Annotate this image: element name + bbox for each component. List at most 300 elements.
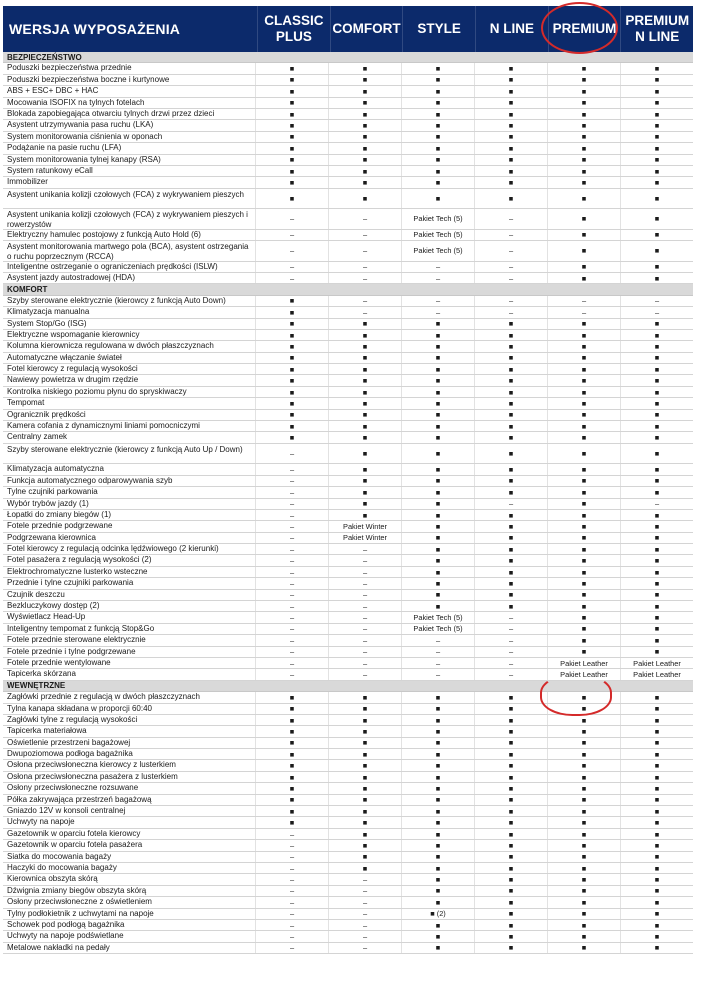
- table-cell: ■: [328, 692, 401, 702]
- table-cell: ■: [547, 421, 620, 431]
- table-cell: ■: [547, 166, 620, 176]
- table-cell: ■: [547, 330, 620, 340]
- table-cell: ■: [328, 109, 401, 119]
- table-cell: ■: [620, 410, 693, 420]
- table-cell: ■: [547, 387, 620, 397]
- table-cell: ■: [401, 795, 474, 805]
- table-cell: –: [401, 658, 474, 668]
- table-row: [3, 487, 693, 498]
- table-cell: ■: [401, 86, 474, 96]
- table-cell: ■: [547, 189, 620, 209]
- table-cell: ■: [620, 209, 693, 229]
- feature-label: Osłony przeciwsłoneczne rozsuwane: [7, 783, 139, 793]
- table-cell: ■: [401, 601, 474, 611]
- table-cell: ■: [401, 330, 474, 340]
- table-cell: –: [328, 920, 401, 930]
- table-cell: ■: [255, 749, 328, 759]
- table-cell: Pakiet Leather: [547, 669, 620, 679]
- table-cell: ■: [547, 704, 620, 714]
- table-cell: ■ (2): [401, 909, 474, 919]
- table-cell: ■: [474, 704, 547, 714]
- feature-label: Elektryczne wspomaganie kierownicy: [7, 329, 140, 339]
- table-cell: –: [328, 590, 401, 600]
- table-cell: –: [401, 273, 474, 283]
- table-cell: ■: [255, 166, 328, 176]
- table-cell: ■: [620, 783, 693, 793]
- table-cell: ■: [547, 840, 620, 850]
- table-row: [3, 749, 693, 760]
- table-cell: –: [255, 476, 328, 486]
- table-cell: ■: [255, 738, 328, 748]
- table-cell: ■: [547, 98, 620, 108]
- table-cell: ■: [547, 578, 620, 588]
- table-cell: –: [328, 578, 401, 588]
- table-row: [3, 510, 693, 521]
- table-cell: –: [401, 262, 474, 272]
- table-cell: –: [328, 612, 401, 622]
- table-cell: ■: [474, 738, 547, 748]
- table-row: [3, 177, 693, 188]
- table-cell: ■: [620, 375, 693, 385]
- table-cell: ■: [547, 444, 620, 464]
- table-row: [3, 590, 693, 601]
- table-cell: ■: [474, 555, 547, 565]
- table-row: [3, 635, 693, 646]
- table-cell: –: [255, 897, 328, 907]
- table-cell: –: [255, 658, 328, 668]
- table-cell: ■: [328, 829, 401, 839]
- feature-label: Kierownica obszyta skórą: [7, 874, 98, 884]
- table-cell: ■: [255, 410, 328, 420]
- table-cell: ■: [547, 692, 620, 702]
- table-cell: ■: [547, 364, 620, 374]
- feature-label: Przednie i tylne czujniki parkowania: [7, 578, 134, 588]
- table-row: [3, 319, 693, 330]
- table-row: [3, 647, 693, 658]
- feature-label: Kamera cofania z dynamicznymi liniami pomocniczymi: [7, 421, 200, 431]
- table-cell: ■: [474, 760, 547, 770]
- feature-label: Asystent utrzymywania pasa ruchu (LKA): [7, 120, 154, 130]
- table-cell: ■: [328, 432, 401, 442]
- table-row: [3, 840, 693, 851]
- table-cell: ■: [401, 189, 474, 209]
- feature-label: Fotel pasażera z regulacją wysokości (2): [7, 555, 152, 565]
- table-cell: ■: [620, 578, 693, 588]
- table-cell: –: [328, 874, 401, 884]
- table-cell: –: [328, 886, 401, 896]
- table-cell: ■: [328, 143, 401, 153]
- table-cell: ■: [620, 806, 693, 816]
- table-cell: ■: [474, 63, 547, 73]
- feature-label: ABS + ESC+ DBC + HAC: [7, 86, 99, 96]
- table-cell: ■: [255, 817, 328, 827]
- table-cell: ■: [547, 177, 620, 187]
- table-cell: ■: [547, 319, 620, 329]
- table-cell: ■: [474, 120, 547, 130]
- table-cell: –: [255, 510, 328, 520]
- feature-label: Elektryczny hamulec postojowy z funkcją Auto Hold (6): [7, 229, 201, 239]
- table-cell: ■: [328, 132, 401, 142]
- table-cell: ■: [328, 715, 401, 725]
- table-cell: ■: [620, 230, 693, 240]
- table-cell: ■: [255, 387, 328, 397]
- table-cell: ■: [620, 840, 693, 850]
- table-cell: ■: [401, 120, 474, 130]
- table-cell: Pakiet Leather: [547, 658, 620, 668]
- table-cell: ■: [547, 341, 620, 351]
- table-row: [3, 943, 693, 954]
- table-cell: –: [474, 658, 547, 668]
- feature-label: Centralny zamek: [7, 432, 68, 442]
- table-cell: –: [328, 544, 401, 554]
- table-row: [3, 817, 693, 828]
- table-cell: ■: [401, 143, 474, 153]
- table-cell: ■: [620, 555, 693, 565]
- table-row: [3, 931, 693, 942]
- table-cell: ■: [547, 772, 620, 782]
- table-row: [3, 444, 693, 465]
- feature-label: Tylne czujniki parkowania: [7, 487, 98, 497]
- table-cell: ■: [474, 341, 547, 351]
- table-cell: ■: [620, 421, 693, 431]
- table-row: [3, 658, 693, 669]
- table-cell: ■: [547, 635, 620, 645]
- table-cell: ■: [620, 262, 693, 272]
- table-cell: ■: [401, 364, 474, 374]
- feature-label: Fotele przednie wentylowane: [7, 657, 111, 667]
- table-cell: ■: [547, 487, 620, 497]
- table-cell: ■: [547, 155, 620, 165]
- feature-label: Osłona przeciwsłoneczna kierowcy z lusterkiem: [7, 760, 176, 770]
- table-cell: ■: [474, 421, 547, 431]
- table-cell: ■: [474, 806, 547, 816]
- table-cell: ■: [547, 230, 620, 240]
- table-row: [3, 726, 693, 737]
- feature-label: Elektrochromatyczne lusterko wsteczne: [7, 566, 148, 576]
- table-cell: –: [328, 624, 401, 634]
- table-row: [3, 421, 693, 432]
- table-cell: ■: [620, 772, 693, 782]
- feature-label: Fotel kierowcy z regulacją odcinka lędźwiowego (2 kierunki): [7, 544, 219, 554]
- table-cell: ■: [328, 726, 401, 736]
- feature-label: Szyby sterowane elektrycznie (kierowcy z funkcją Auto Down): [7, 295, 226, 305]
- feature-label: Dwupoziomowa podłoga bagażnika: [7, 749, 133, 759]
- table-cell: ■: [547, 738, 620, 748]
- table-cell: ■: [401, 75, 474, 85]
- table-cell: –: [328, 296, 401, 306]
- table-cell: ■: [547, 943, 620, 953]
- table-cell: ■: [620, 726, 693, 736]
- table-cell: –: [401, 647, 474, 657]
- table-cell: ■: [620, 86, 693, 96]
- table-cell: ■: [401, 704, 474, 714]
- table-cell: ■: [328, 189, 401, 209]
- table-cell: ■: [255, 783, 328, 793]
- table-cell: ■: [328, 476, 401, 486]
- table-cell: –: [255, 874, 328, 884]
- table-cell: –: [255, 487, 328, 497]
- table-cell: –: [474, 230, 547, 240]
- table-cell: ■: [401, 555, 474, 565]
- table-cell: ■: [401, 166, 474, 176]
- feature-label: Kolumna kierownicza regulowana w dwóch płaszczyznach: [7, 341, 214, 351]
- table-cell: ■: [547, 499, 620, 509]
- section-header: WEWNĘTRZNE: [3, 681, 693, 692]
- table-cell: ■: [547, 863, 620, 873]
- column-style: STYLE: [402, 6, 475, 52]
- table-row: [3, 795, 693, 806]
- feature-label: Blokada zapobiegająca otwarciu tylnych drzwi przez dzieci: [7, 108, 215, 118]
- table-cell: ■: [255, 319, 328, 329]
- table-cell: –: [328, 601, 401, 611]
- table-cell: ■: [620, 817, 693, 827]
- table-cell: ■: [474, 931, 547, 941]
- table-cell: ■: [255, 189, 328, 209]
- table-cell: ■: [474, 98, 547, 108]
- table-cell: ■: [620, 874, 693, 884]
- table-cell: –: [255, 920, 328, 930]
- table-cell: ■: [620, 897, 693, 907]
- table-cell: ■: [255, 120, 328, 130]
- table-cell: ■: [401, 98, 474, 108]
- table-cell: ■: [328, 86, 401, 96]
- table-cell: ■: [401, 510, 474, 520]
- table-cell: ■: [401, 772, 474, 782]
- table-cell: ■: [547, 75, 620, 85]
- table-cell: ■: [401, 840, 474, 850]
- table-cell: ■: [547, 63, 620, 73]
- table-cell: ■: [547, 601, 620, 611]
- table-cell: ■: [401, 544, 474, 554]
- table-cell: ■: [255, 330, 328, 340]
- table-cell: –: [255, 612, 328, 622]
- table-cell: –: [255, 635, 328, 645]
- table-row: [3, 863, 693, 874]
- table-cell: ■: [401, 692, 474, 702]
- table-cell: ■: [620, 341, 693, 351]
- table-row: [3, 273, 693, 284]
- table-cell: ■: [401, 410, 474, 420]
- table-cell: ■: [620, 166, 693, 176]
- feature-label: System ratunkowy eCall: [7, 165, 93, 175]
- table-cell: ■: [620, 612, 693, 622]
- table-cell: ■: [255, 296, 328, 306]
- table-cell: ■: [620, 943, 693, 953]
- table-cell: ■: [620, 109, 693, 119]
- table-cell: ■: [620, 241, 693, 261]
- table-row: [3, 155, 693, 166]
- table-cell: ■: [620, 353, 693, 363]
- annotation-circle-premium: [541, 2, 618, 54]
- table-cell: ■: [401, 353, 474, 363]
- table-row: [3, 499, 693, 510]
- table-row: [3, 715, 693, 726]
- table-cell: ■: [474, 177, 547, 187]
- table-cell: ■: [620, 715, 693, 725]
- table-cell: ■: [328, 795, 401, 805]
- table-body: [3, 52, 693, 954]
- table-cell: ■: [547, 464, 620, 474]
- table-cell: Pakiet Tech (5): [401, 209, 474, 229]
- table-cell: ■: [401, 863, 474, 873]
- table-cell: ■: [255, 432, 328, 442]
- table-cell: ■: [547, 521, 620, 531]
- table-cell: –: [620, 307, 693, 317]
- table-cell: –: [255, 931, 328, 941]
- table-row: [3, 624, 693, 635]
- table-cell: ■: [620, 829, 693, 839]
- table-cell: ■: [620, 931, 693, 941]
- table-cell: ■: [328, 806, 401, 816]
- table-cell: ■: [401, 817, 474, 827]
- table-row: [3, 120, 693, 131]
- table-row: [3, 806, 693, 817]
- table-cell: ■: [620, 886, 693, 896]
- table-cell: ■: [401, 398, 474, 408]
- table-cell: ■: [255, 795, 328, 805]
- table-cell: ■: [620, 330, 693, 340]
- feature-label: Oświetlenie przestrzeni bagażowej: [7, 737, 131, 747]
- table-cell: –: [474, 624, 547, 634]
- table-cell: ■: [474, 772, 547, 782]
- annotation-circle-leather: [540, 674, 612, 716]
- feature-label: Tapicerka materiałowa: [7, 726, 87, 736]
- table-cell: ■: [328, 499, 401, 509]
- table-cell: ■: [620, 567, 693, 577]
- table-cell: ■: [474, 444, 547, 464]
- table-row: [3, 209, 693, 230]
- table-cell: ■: [328, 98, 401, 108]
- table-cell: ■: [474, 874, 547, 884]
- table-cell: –: [328, 241, 401, 261]
- table-cell: –: [328, 555, 401, 565]
- table-cell: ■: [547, 624, 620, 634]
- table-row: [3, 772, 693, 783]
- feature-label: Tapicerka skórzana: [7, 669, 76, 679]
- table-cell: ■: [547, 715, 620, 725]
- table-cell: ■: [401, 387, 474, 397]
- feature-label: Wybór trybów jazdy (1): [7, 498, 89, 508]
- table-row: [3, 432, 693, 443]
- feature-label: Metalowe nakładki na pedały: [7, 942, 110, 952]
- feature-label: Podążanie na pasie ruchu (LFA): [7, 143, 122, 153]
- table-cell: ■: [547, 909, 620, 919]
- table-cell: –: [255, 444, 328, 464]
- table-cell: ■: [474, 920, 547, 930]
- table-row: [3, 783, 693, 794]
- table-cell: ■: [620, 75, 693, 85]
- table-cell: ■: [620, 795, 693, 805]
- table-row: [3, 874, 693, 885]
- table-cell: ■: [620, 387, 693, 397]
- table-cell: ■: [328, 444, 401, 464]
- table-cell: ■: [401, 567, 474, 577]
- table-cell: ■: [255, 704, 328, 714]
- table-cell: ■: [474, 749, 547, 759]
- table-row: [3, 476, 693, 487]
- table-cell: ■: [474, 364, 547, 374]
- table-cell: ■: [255, 98, 328, 108]
- table-cell: ■: [547, 931, 620, 941]
- table-cell: ■: [474, 817, 547, 827]
- feature-label: Fotele przednie podgrzewane: [7, 521, 113, 531]
- table-cell: ■: [547, 920, 620, 930]
- feature-label: Tylna kanapa składana w proporcji 60:40: [7, 703, 152, 713]
- feature-label: Tylny podłokietnik z uchwytami na napoje: [7, 908, 154, 918]
- table-cell: ■: [547, 109, 620, 119]
- column-classic-plus: CLASSIC PLUS: [257, 6, 330, 52]
- table-cell: ■: [401, 715, 474, 725]
- table-cell: ■: [328, 364, 401, 374]
- feature-label: Gazetownik w oparciu fotela pasażera: [7, 840, 143, 850]
- table-cell: ■: [547, 874, 620, 884]
- table-cell: ■: [547, 749, 620, 759]
- table-cell: –: [620, 296, 693, 306]
- feature-label: Osłony przeciwsłoneczne z oświetleniem: [7, 897, 152, 907]
- table-cell: ■: [474, 410, 547, 420]
- table-cell: ■: [547, 273, 620, 283]
- table-cell: ■: [255, 177, 328, 187]
- table-cell: –: [328, 931, 401, 941]
- table-cell: –: [547, 296, 620, 306]
- table-cell: ■: [401, 590, 474, 600]
- table-cell: ■: [474, 840, 547, 850]
- table-cell: ■: [620, 863, 693, 873]
- table-cell: ■: [328, 63, 401, 73]
- table-cell: ■: [255, 726, 328, 736]
- table-cell: ■: [474, 132, 547, 142]
- table-cell: ■: [328, 120, 401, 130]
- table-cell: –: [255, 555, 328, 565]
- feature-label: Haczyki do mocowania bagaży: [7, 863, 117, 872]
- feature-label: Fotele przednie i tylne podgrzewane: [7, 646, 136, 656]
- table-cell: ■: [620, 635, 693, 645]
- table-cell: ■: [547, 86, 620, 96]
- table-cell: –: [328, 909, 401, 919]
- table-cell: ■: [547, 886, 620, 896]
- table-cell: –: [255, 852, 328, 862]
- table-cell: ■: [620, 738, 693, 748]
- table-row: [3, 330, 693, 341]
- table-row: [3, 98, 693, 109]
- table-cell: ■: [401, 177, 474, 187]
- table-cell: ■: [401, 886, 474, 896]
- table-row: [3, 75, 693, 86]
- table-row: [3, 109, 693, 120]
- table-cell: ■: [401, 499, 474, 509]
- table-cell: ■: [474, 464, 547, 474]
- table-cell: ■: [328, 166, 401, 176]
- table-cell: ■: [547, 795, 620, 805]
- table-cell: –: [328, 262, 401, 272]
- table-cell: ■: [328, 487, 401, 497]
- table-cell: ■: [474, 829, 547, 839]
- table-row: [3, 307, 693, 318]
- feature-label: Fotel kierowcy z regulacją wysokości: [7, 364, 138, 374]
- table-cell: Pakiet Winter: [328, 521, 401, 531]
- table-cell: ■: [547, 410, 620, 420]
- table-cell: –: [474, 647, 547, 657]
- table-cell: Pakiet Tech (5): [401, 612, 474, 622]
- table-cell: –: [328, 273, 401, 283]
- table-cell: ■: [620, 364, 693, 374]
- table-cell: –: [328, 635, 401, 645]
- table-cell: ■: [474, 319, 547, 329]
- table-cell: ■: [620, 760, 693, 770]
- feature-label: Mocowania ISOFIX na tylnych fotelach: [7, 97, 145, 107]
- feature-label: Bezkluczykowy dostęp (2): [7, 601, 100, 611]
- table-cell: ■: [328, 421, 401, 431]
